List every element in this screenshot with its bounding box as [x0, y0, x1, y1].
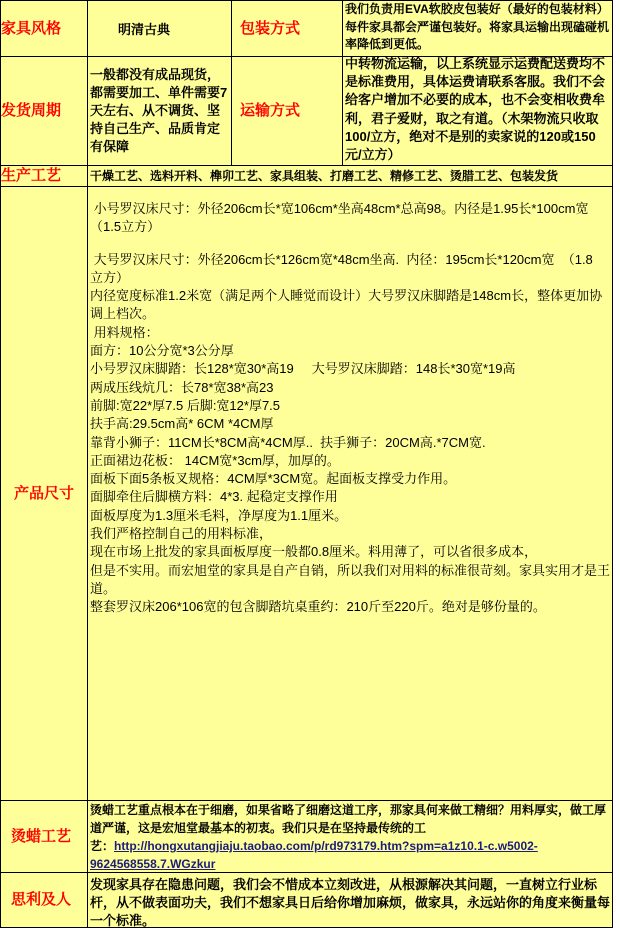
text-line: 利，君子爱财，取之有道。（木架物流只收取 [345, 110, 599, 126]
shipping-text-block [345, 57, 612, 164]
label-shipping: 运输方式 [232, 57, 343, 166]
text-line: 天左右、从不调货、坚 [90, 103, 221, 118]
text-line: 发现家具存在隐患问题，我们会不惜成本立刻改进，从根源解决其问题，一直树立行业标 [90, 877, 598, 892]
text-line: 小号罗汉床尺寸：外径206cm长*宽106cm*坐高48cm*总高98。内径是1.95长*100cm宽 [90, 201, 589, 216]
text-line: 都需要加工、单件需要7 [90, 85, 228, 100]
text-line: 立方） [90, 269, 130, 285]
text-line: 给客户增加不必要的成本，也不会变相收费牟 [345, 92, 606, 108]
text-line: 面方：10公分宽*3公分厚 [90, 343, 234, 359]
label-packaging: 包装方式 [232, 1, 343, 57]
text-line: 中转物流运输，以上系统显示运费配送费均不 [345, 57, 606, 71]
text-line: 但是不实用。而宏旭堂的家具是自产自销，所以我们对用料的标准很苛刻。家具实用才是王 [90, 562, 611, 578]
text-line: 我们严格控制自己的用料标准， [90, 526, 273, 542]
principle-description [88, 873, 613, 928]
link-text: http://hongxutangjiaju.taobao.com/p/rd973179.htm?spm=a1z10.1-c.w5002- [114, 839, 538, 853]
text-line: 一般都没有成品现货， [90, 67, 221, 82]
text-line: 每件家具都会严谨包装好。将家具运输出现磕碰机 [345, 19, 610, 34]
craft-page-link[interactable] [90, 839, 538, 871]
text-line [90, 837, 612, 873]
label-wax-craft: 烫蜡工艺 [1, 801, 88, 873]
production-process-list: 干燥工艺、选料开料、榫卯工艺、家具组装、打磨工艺、精修工艺、烫腊工艺、包装发货 [88, 166, 613, 187]
text-line: 用料规格： [90, 324, 159, 340]
text-line: 面板下面5条板叉规格：4CM厚*3CM宽。起面板支撑受力作用。 [90, 471, 457, 487]
label-production-process: 生产工艺 [1, 166, 88, 187]
text-line: 前脚:宽22*厚7.5 后脚:宽12*厚7.5 [90, 397, 281, 413]
text-line: 现在市场上批发的家具面板厚度一般都0.8厘米。料用薄了，可以省很多成本， [90, 544, 538, 560]
text-line: 道。 [90, 580, 117, 596]
label-principle: 思利及人 [1, 873, 88, 928]
text-line: 持自己生产、品质肯定 [90, 121, 221, 136]
wax-craft-description [88, 801, 613, 873]
text-line: 杆，从不做表面功夫，我们不想家具日后给你增加麻烦，做家具，永远站你的角度来衡量每 [90, 894, 611, 910]
furniture-style-value: 明清古典 [88, 1, 232, 57]
link-text: 9624568558.7.WGzkur [90, 857, 216, 871]
text-line: 烫蜡工艺重点根本在于细磨，如果省略了细磨这道工序，那家具何来做工精细？用料厚实，做工厚 [90, 803, 607, 817]
shipping-description [343, 57, 613, 166]
text-line: 扶手高:29.5cm高* 6CM *4CM厚 [90, 416, 274, 432]
text-line: 有保障 [90, 139, 130, 154]
text-line: 我们负责用EVA软胶皮包装好（最好的包装材料） [345, 2, 609, 16]
label-product-size: 产品尺寸 [1, 187, 88, 801]
text-line: 面板厚度为1.3厘米毛料，净厚度为1.1厘米。 [90, 507, 348, 523]
delivery-cycle-description [88, 57, 232, 166]
text-line: 道严谨，这是宏旭堂最基本的初衷。我们只是在坚持最传统的工 [90, 821, 427, 835]
text-line: 大号罗汉床尺寸：外径206cm长*126cm宽*48cm坐高. 内径：195cm长*120cm宽 （1.8 [90, 251, 593, 267]
product-size-details [88, 187, 613, 801]
text-line: 是标准费用，具体运费请联系客服。我们不会 [345, 74, 606, 90]
text-line: 内径宽度标准1.2米宽（满足两个人睡觉而设计）大号罗汉床脚踏是148cm长，整体更加协 [90, 288, 603, 304]
text-line: 小号罗汉床脚踏：长128*宽30*高19 大号罗汉床脚踏：148长*30宽*19高 [90, 361, 516, 377]
text-line: 整套罗汉床206*106宽的包含脚踏坑桌重约：210斤至220斤。绝对是够份量的。 [90, 599, 546, 615]
text-line: 一个标准。 [90, 912, 156, 928]
text-line: 元/立方） [345, 147, 401, 163]
text-line: 靠背小狮子：11CM长*8CM高*4CM厚.. 扶手狮子：20CM高.*7CM宽. [90, 434, 486, 450]
text-line: 正面裙边花板： 14CM宽*3cm厚，加厚的。 [90, 452, 340, 468]
text-line: （1.5立方） [90, 219, 161, 235]
text-line: 调上档次。 [90, 306, 156, 322]
spacer [90, 237, 612, 251]
text-line: 100/立方，绝对不是别的卖家说的120或150 [345, 128, 596, 144]
text-line: 面脚牵住后脚横方料：4*3. 起稳定支撑作用 [90, 489, 338, 505]
label-delivery-cycle: 发货周期 [1, 57, 88, 166]
label-furniture-style: 家具风格 [1, 1, 88, 57]
packaging-description [343, 1, 613, 57]
text-line: 率降低到更低。 [345, 37, 430, 51]
text-line: 两成压线炕几：长78*宽38*高23 [90, 379, 274, 395]
text-segment: 艺： [90, 839, 115, 853]
